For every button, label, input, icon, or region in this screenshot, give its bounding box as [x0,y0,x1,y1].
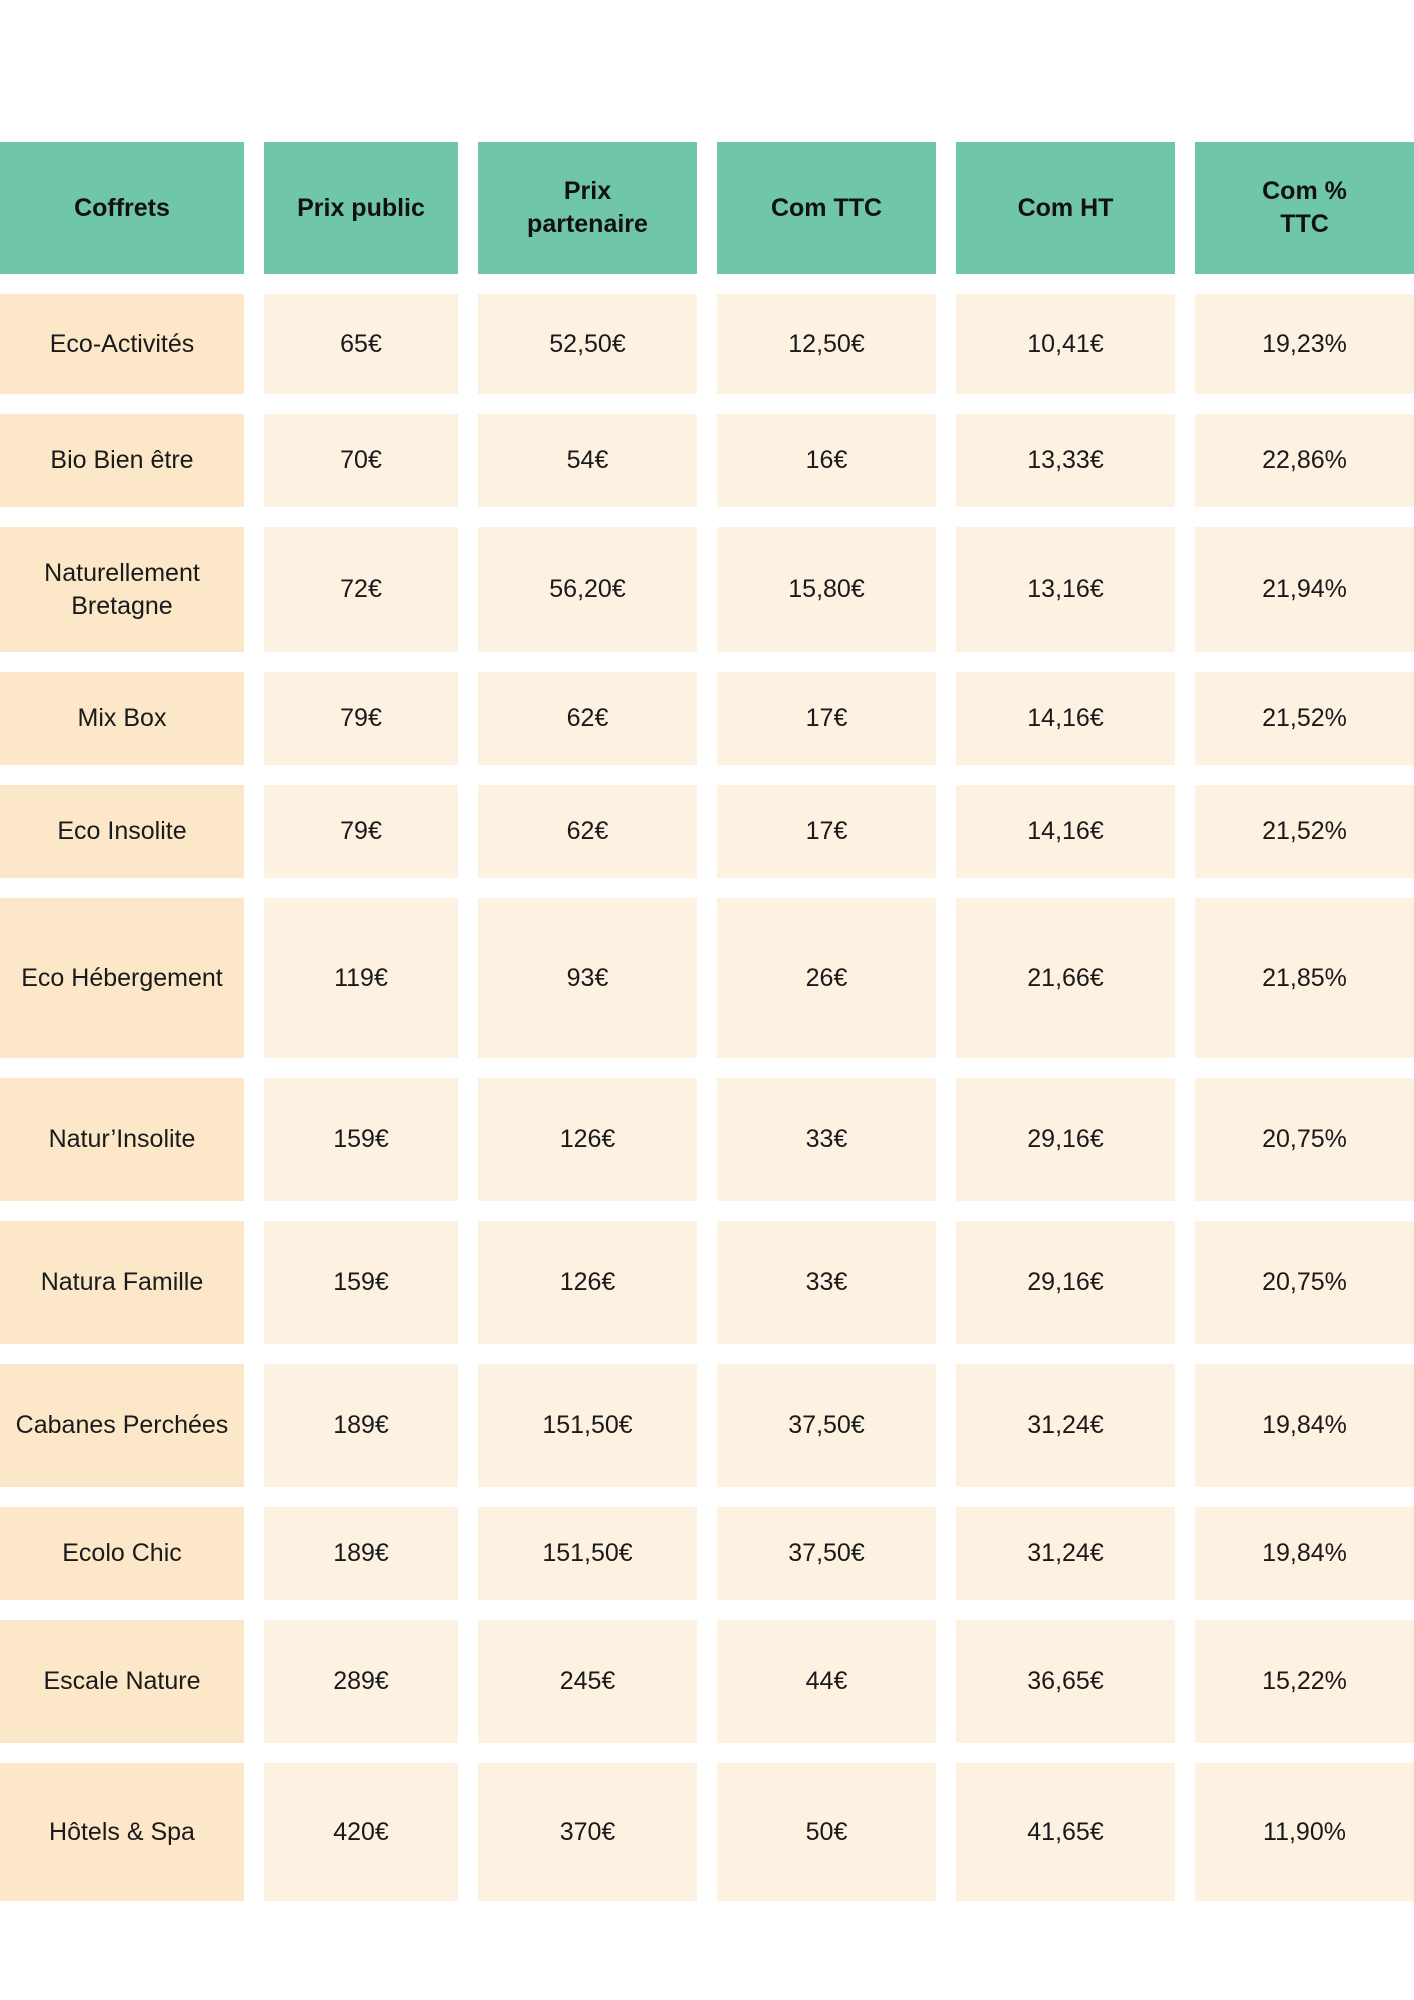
cell-coffret-name: Natur’Insolite [0,1078,244,1201]
cell-prix-partenaire: 126€ [478,1078,697,1201]
cell-prix-public: 159€ [264,1221,458,1344]
cell-prix-public: 72€ [264,527,458,652]
cell-com-ttc: 26€ [717,898,936,1058]
cell-com-ht: 10,41€ [956,294,1175,394]
cell-com-ttc: 44€ [717,1620,936,1743]
cell-coffret-name: Mix Box [0,672,244,765]
cell-coffret-name: Naturellement Bretagne [0,527,244,652]
cell-prix-partenaire: 56,20€ [478,527,697,652]
cell-prix-public: 159€ [264,1078,458,1201]
price-table [0,142,1414,1901]
cell-prix-partenaire: 245€ [478,1620,697,1743]
cell-com-ht: 13,16€ [956,527,1175,652]
cell-com-ttc: 16€ [717,414,936,507]
cell-coffret-name: Eco-Activités [0,294,244,394]
cell-coffret-name: Bio Bien être [0,414,244,507]
cell-prix-public: 420€ [264,1763,458,1901]
cell-com-ht: 13,33€ [956,414,1175,507]
cell-prix-partenaire: 151,50€ [478,1364,697,1487]
cell-prix-public: 70€ [264,414,458,507]
cell-com-ttc: 33€ [717,1221,936,1344]
cell-prix-public: 65€ [264,294,458,394]
cell-com-pct-ttc: 19,23% [1195,294,1414,394]
cell-com-ttc: 12,50€ [717,294,936,394]
cell-coffret-name: Ecolo Chic [0,1507,244,1600]
cell-prix-public: 79€ [264,785,458,878]
cell-com-pct-ttc: 20,75% [1195,1078,1414,1201]
header-com-pct-ttc: Com % TTC [1195,142,1414,274]
cell-coffret-name: Hôtels & Spa [0,1763,244,1901]
cell-coffret-name: Eco Insolite [0,785,244,878]
cell-com-ht: 14,16€ [956,785,1175,878]
cell-com-ttc: 33€ [717,1078,936,1201]
cell-com-pct-ttc: 19,84% [1195,1507,1414,1600]
cell-com-ht: 14,16€ [956,672,1175,765]
cell-prix-public: 189€ [264,1364,458,1487]
cell-com-ht: 29,16€ [956,1221,1175,1344]
cell-com-ttc: 37,50€ [717,1507,936,1600]
cell-prix-partenaire: 52,50€ [478,294,697,394]
cell-coffret-name: Eco Hébergement [0,898,244,1058]
cell-coffret-name: Escale Nature [0,1620,244,1743]
cell-com-ht: 31,24€ [956,1507,1175,1600]
cell-com-ht: 21,66€ [956,898,1175,1058]
header-prix-public: Prix public [264,142,458,274]
cell-com-ttc: 17€ [717,672,936,765]
cell-com-pct-ttc: 22,86% [1195,414,1414,507]
cell-prix-partenaire: 151,50€ [478,1507,697,1600]
cell-com-ht: 36,65€ [956,1620,1175,1743]
header-coffrets: Coffrets [0,142,244,274]
cell-coffret-name: Cabanes Perchées [0,1364,244,1487]
cell-coffret-name: Natura Famille [0,1221,244,1344]
cell-prix-partenaire: 54€ [478,414,697,507]
cell-com-pct-ttc: 15,22% [1195,1620,1414,1743]
cell-com-ht: 29,16€ [956,1078,1175,1201]
cell-prix-public: 189€ [264,1507,458,1600]
cell-com-pct-ttc: 21,85% [1195,898,1414,1058]
header-prix-partenaire: Prix partenaire [478,142,697,274]
cell-com-pct-ttc: 21,94% [1195,527,1414,652]
cell-com-ttc: 15,80€ [717,527,936,652]
cell-com-ttc: 50€ [717,1763,936,1901]
cell-prix-partenaire: 93€ [478,898,697,1058]
header-com-ht: Com HT [956,142,1175,274]
cell-prix-partenaire: 370€ [478,1763,697,1901]
cell-prix-partenaire: 62€ [478,672,697,765]
cell-prix-partenaire: 62€ [478,785,697,878]
header-com-ttc: Com TTC [717,142,936,274]
cell-prix-public: 119€ [264,898,458,1058]
cell-com-pct-ttc: 21,52% [1195,785,1414,878]
cell-com-pct-ttc: 19,84% [1195,1364,1414,1487]
cell-com-ttc: 37,50€ [717,1364,936,1487]
cell-prix-public: 289€ [264,1620,458,1743]
cell-com-pct-ttc: 21,52% [1195,672,1414,765]
cell-com-ht: 41,65€ [956,1763,1175,1901]
cell-com-pct-ttc: 11,90% [1195,1763,1414,1901]
cell-com-ht: 31,24€ [956,1364,1175,1487]
cell-com-ttc: 17€ [717,785,936,878]
cell-prix-public: 79€ [264,672,458,765]
cell-com-pct-ttc: 20,75% [1195,1221,1414,1344]
cell-prix-partenaire: 126€ [478,1221,697,1344]
